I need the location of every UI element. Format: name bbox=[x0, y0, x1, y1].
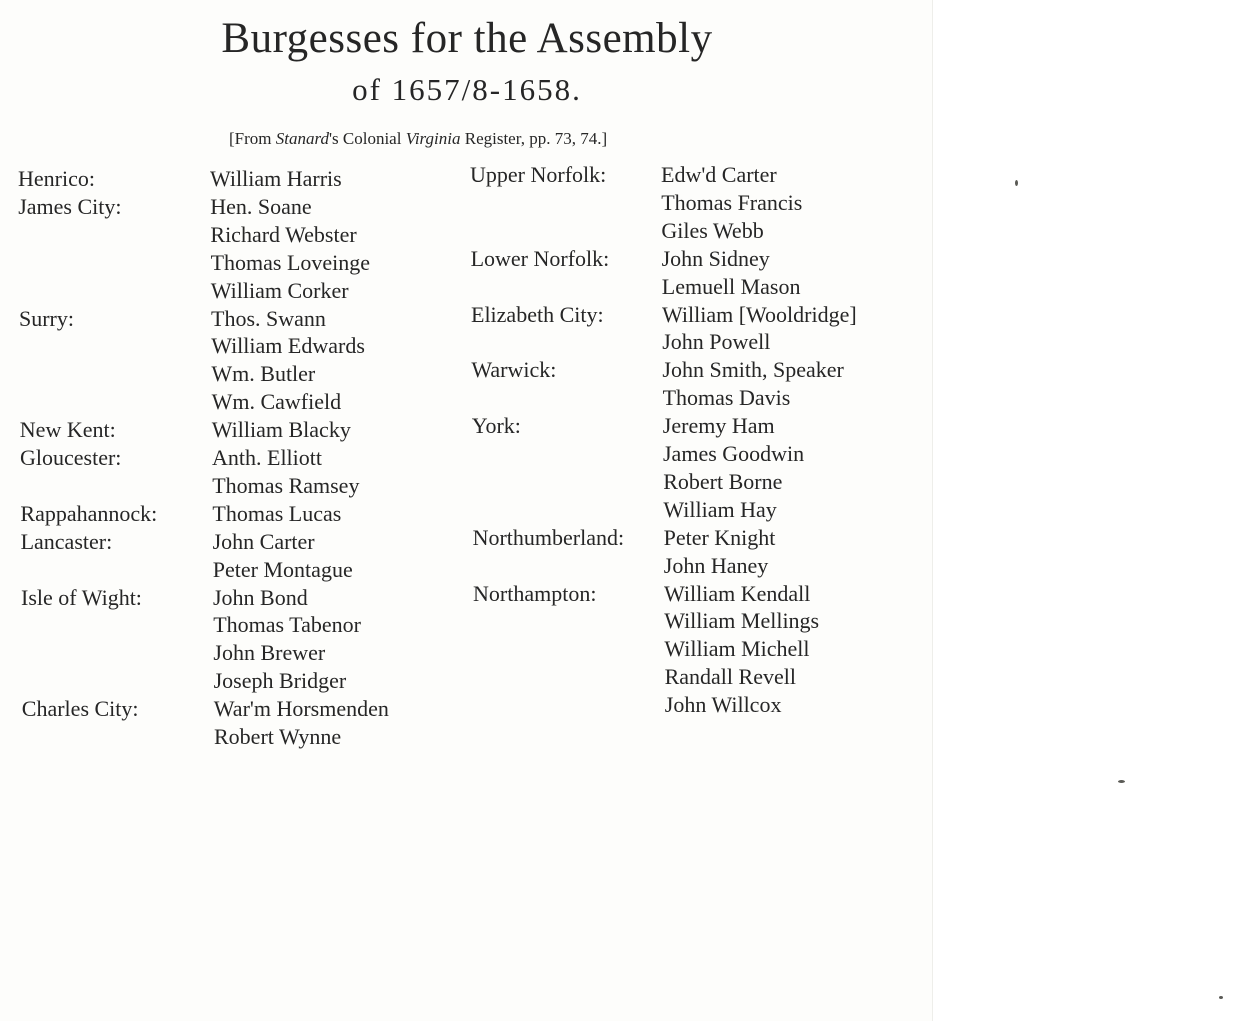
burgess-name: William Mellings bbox=[664, 608, 820, 634]
burgess-name: Edw'd Carter bbox=[661, 162, 777, 187]
burgess-name: William Michell bbox=[664, 636, 810, 662]
source-rest: Register, pp. 73, 74.] bbox=[460, 129, 608, 148]
burgess-name: James Goodwin bbox=[663, 441, 805, 466]
burgess-name: Thomas Francis bbox=[661, 189, 803, 215]
burgess-name: John Willcox bbox=[664, 692, 782, 718]
county-label: Upper Norfolk: bbox=[470, 162, 607, 187]
county-label: Charles City: bbox=[21, 696, 139, 722]
burgess-name: Thomas Loveinge bbox=[210, 249, 371, 275]
county-label: Elizabeth City: bbox=[471, 301, 604, 327]
burgess-name: John Powell bbox=[662, 329, 771, 355]
county-label: Northumberland: bbox=[472, 524, 625, 550]
burgess-name: Jeremy Ham bbox=[662, 413, 775, 439]
county-label: Lancaster: bbox=[20, 528, 113, 554]
burgess-name: Thomas Tabenor bbox=[213, 612, 361, 638]
burgess-name: Thomas Lucas bbox=[212, 500, 342, 526]
burgess-name: Robert Wynne bbox=[214, 724, 342, 749]
county-label: Warwick: bbox=[471, 357, 557, 383]
burgess-name: Randall Revell bbox=[664, 664, 796, 690]
burgess-name: John Brewer bbox=[213, 640, 326, 666]
burgess-name: William Harris bbox=[210, 166, 342, 191]
paper-speck bbox=[1015, 180, 1018, 186]
county-label: Lower Norfolk: bbox=[470, 245, 610, 271]
burgess-name: Robert Borne bbox=[663, 468, 783, 494]
burgess-name: John Sidney bbox=[661, 245, 770, 271]
burgess-name: John Haney bbox=[663, 552, 769, 578]
page-title: Burgesses for the Assembly bbox=[221, 15, 713, 62]
source-open: [From bbox=[229, 129, 276, 148]
burgess-name: Hen. Soane bbox=[210, 193, 312, 219]
source-middle: 's Colonial bbox=[328, 129, 406, 148]
burgess-name: William Kendall bbox=[664, 580, 811, 606]
burgess-name: Thos. Swann bbox=[211, 305, 326, 331]
burgess-name: Richard Webster bbox=[210, 221, 357, 247]
source-author: Stanard bbox=[275, 129, 329, 148]
burgess-name: Lemuell Mason bbox=[661, 273, 801, 299]
paper-speck bbox=[1118, 780, 1125, 783]
county-label: Northampton: bbox=[473, 580, 597, 606]
county-label: New Kent: bbox=[19, 417, 116, 443]
county-label: Surry: bbox=[19, 305, 74, 331]
burgess-name: John Carter bbox=[212, 528, 315, 554]
burgess-name: Wm. Butler bbox=[211, 361, 316, 387]
burgess-name: Joseph Bridger bbox=[213, 668, 347, 694]
burgess-name: Thomas Ramsey bbox=[212, 472, 360, 498]
county-label: Gloucester: bbox=[20, 445, 122, 470]
county-label: York: bbox=[471, 413, 521, 439]
paper-speck bbox=[1219, 996, 1223, 999]
county-label: Isle of Wight: bbox=[21, 584, 142, 610]
county-label: James City: bbox=[18, 193, 122, 219]
burgess-name: War'm Horsmenden bbox=[213, 696, 389, 722]
source-place: Virginia bbox=[405, 129, 461, 148]
burgess-name: William Blacky bbox=[211, 417, 351, 443]
source-citation bbox=[229, 129, 607, 149]
county-label: Rappahannock: bbox=[20, 500, 158, 526]
burgess-name: John Smith, Speaker bbox=[662, 357, 844, 383]
page-subtitle: of 1657/8-1658. bbox=[352, 72, 582, 107]
burgess-name: Wm. Cawfield bbox=[211, 389, 342, 415]
burgess-name: Anth. Elliott bbox=[212, 445, 322, 470]
burgess-name: Peter Knight bbox=[663, 524, 776, 550]
burgess-name: John Bond bbox=[213, 584, 308, 610]
burgess-name: Peter Montague bbox=[212, 556, 353, 582]
burgess-name: William Corker bbox=[210, 277, 349, 303]
page-edge bbox=[932, 0, 1246, 1021]
county-label: Henrico: bbox=[18, 166, 95, 191]
burgess-name: William Edwards bbox=[211, 333, 365, 359]
burgess-name: Thomas Davis bbox=[662, 385, 791, 411]
burgess-name: William Hay bbox=[663, 496, 777, 522]
burgess-name: William [Wooldridge] bbox=[662, 301, 857, 327]
burgess-name: Giles Webb bbox=[661, 217, 764, 243]
